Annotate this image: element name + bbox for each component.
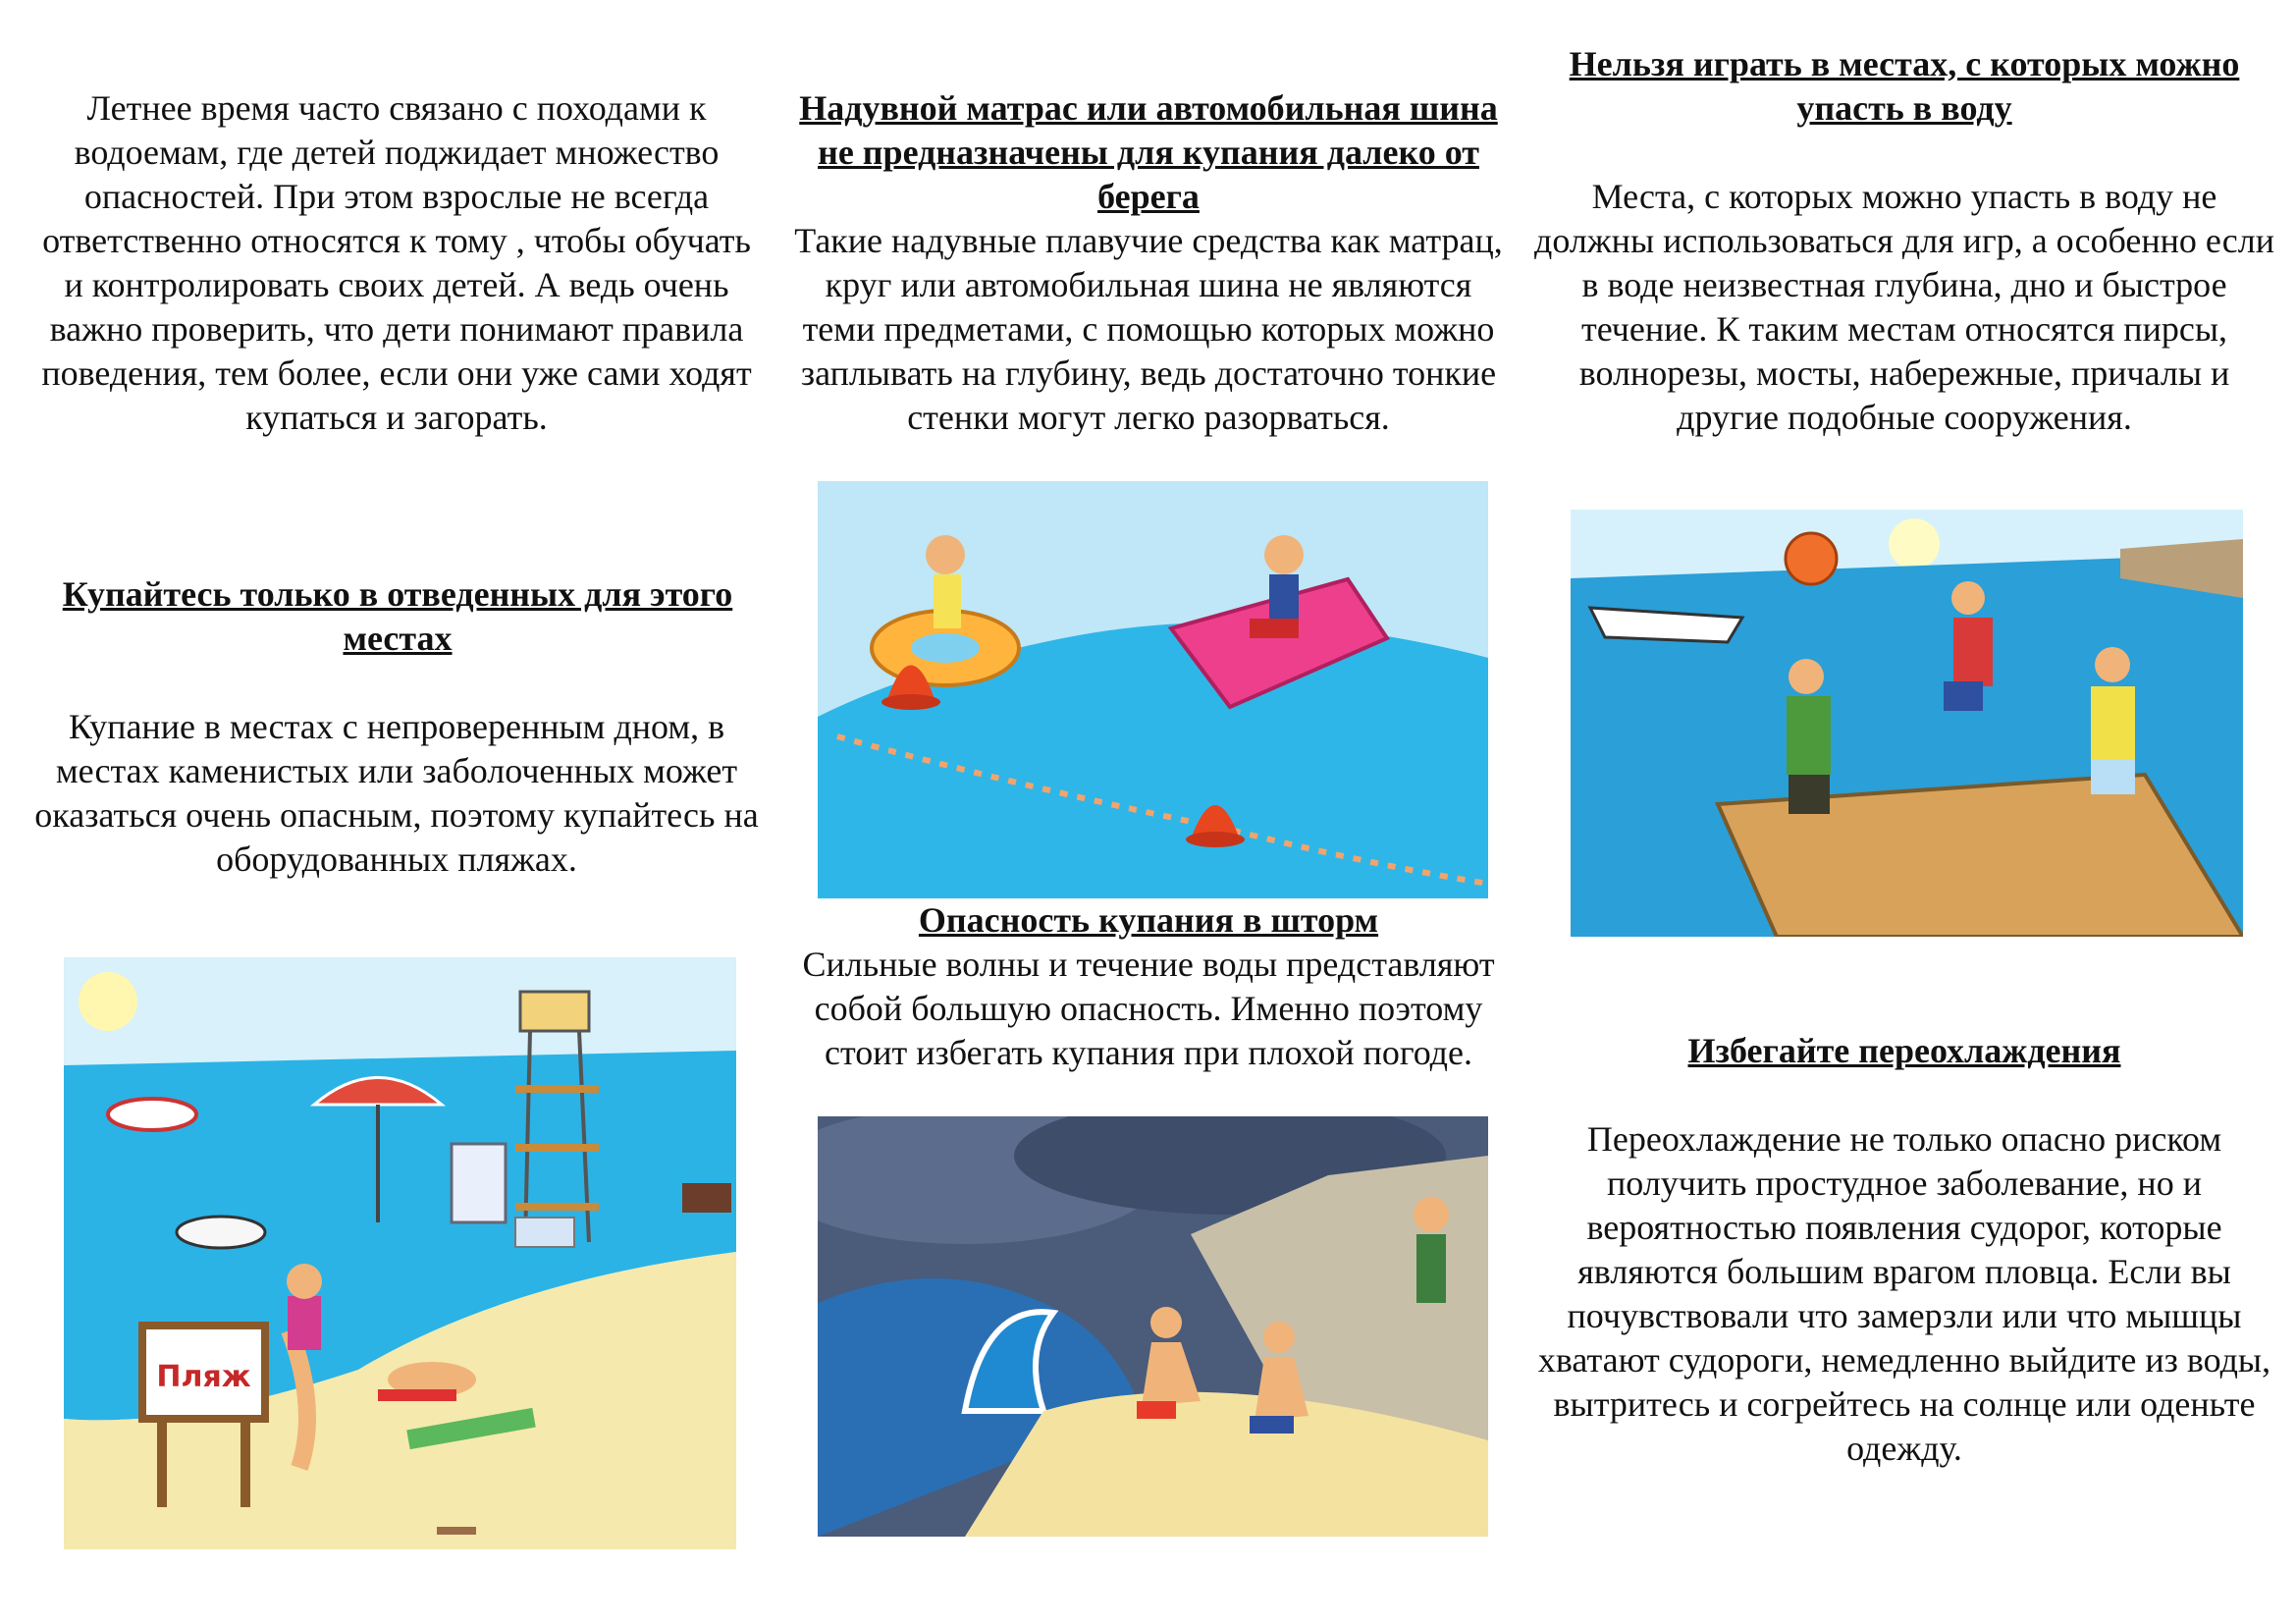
- pier-heading: Нельзя играть в местах, с которых можно упасть в воду: [1569, 44, 2240, 128]
- cold-heading: Избегайте переохлаждения: [1687, 1031, 2121, 1070]
- beach-heading: Купайтесь только в отведенных для этого местах: [62, 574, 733, 658]
- storm-heading: Опасность купания в шторм: [918, 900, 1379, 940]
- mattress-illustration: [818, 481, 1488, 898]
- intro-paragraph: Летнее время часто связано с походами к водоемам, где детей поджидает множество опасностей. При этом взрослые не всегда ответственно относятся к тому , чтобы обучать и контролировать своих детей. А ведь очень важно проверить, что дети понимают правила поведения, тем более, если они уже сами ходят купаться и загорать.: [41, 88, 752, 437]
- cold-paragraph: Переохлаждение не только опасно риском получить простудное заболевание, но и вероятностью появления судорог, которые являются большим врагом пловца. Если вы почувствовали что замерзли или что мышцы хватают судороги, немедленно выйдите из воды, вытритесь и согрейтесь на солнце или оденьте одежду.: [1537, 1119, 2271, 1468]
- beach-illustration: [64, 957, 736, 1549]
- mattress-heading: Надувной матрас или автомобильная шина не предназначены для купания далеко от берега: [799, 88, 1498, 216]
- beach-sign-text: Пляж: [156, 1360, 251, 1394]
- storm-illustration: [818, 1116, 1488, 1537]
- pier-illustration: [1571, 510, 2243, 937]
- beach-paragraph: Купание в местах с непроверенным дном, в местах каменистых или заболоченных может оказаться очень опасным, поэтому купайтесь на оборудованных пляжах.: [34, 707, 759, 879]
- storm-paragraph: Сильные волны и течение воды представляют собой большую опасность. Именно поэтому стоит избегать купания при плохой погоде.: [802, 945, 1495, 1072]
- pier-paragraph: Места, с которых можно упасть в воду не должны использоваться для игр, а особенно если в воде неизвестная глубина, дно и быстрое течение. К таким местам относятся пирсы, волнорезы, мосты, набережные, причалы и другие подобные сооружения.: [1534, 177, 2274, 437]
- mattress-paragraph: Такие надувные плавучие средства как матрац, круг или автомобильная шина не являются теми предметами, с помощью которых можно заплывать на глубину, ведь достаточно тонкие стенки могут легко разорваться.: [794, 221, 1503, 437]
